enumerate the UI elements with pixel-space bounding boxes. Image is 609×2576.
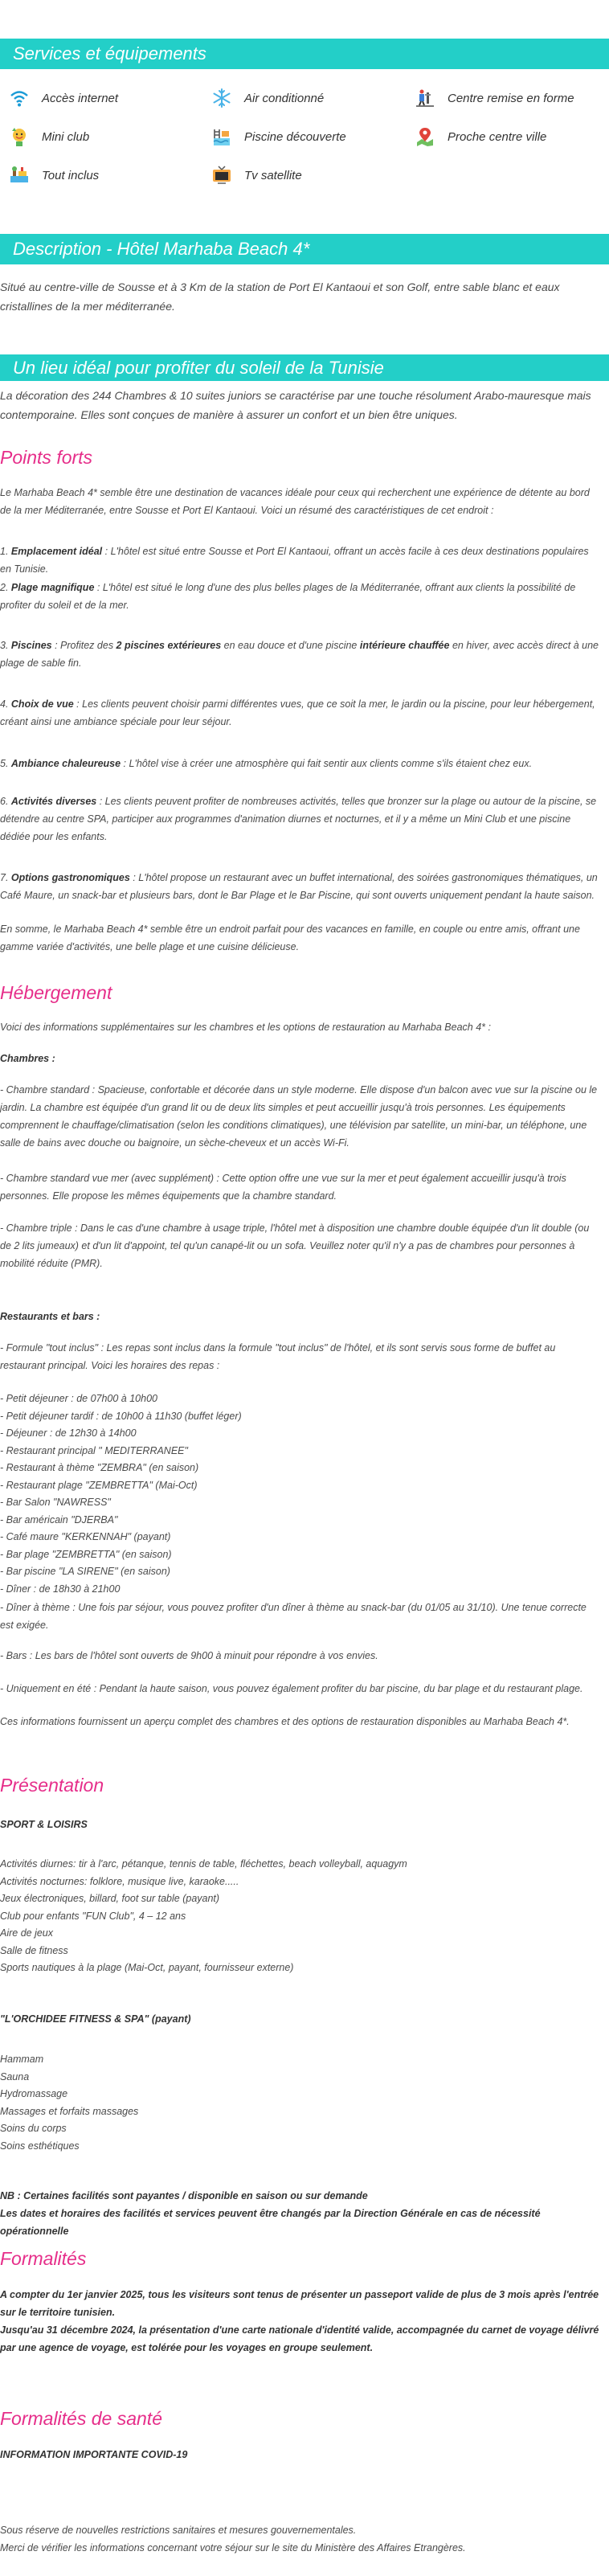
amenity-internet: [8, 87, 118, 109]
ete-info: - Uniquement en été : Pendant la haute saison, vous pouvez également profiter du bar piscine, du bar plage et du restaurant plage.: [0, 1683, 583, 1694]
list-item: Activités nocturnes: folklore, musique live, karaoke.....: [0, 1875, 239, 1887]
pool-icon: [210, 125, 233, 148]
list-item: Sauna: [0, 2070, 30, 2083]
chambre-standard: - Chambre standard : Spacieuse, confortable et décorée dans un style moderne. Elle dispose d'un balcon avec vue sur la piscine ou le jardin. La chambre est équipée d'un grand lit ou de deux lits simples et peut accueillir jusqu'à trois personnes. Les équipements comprennent le chauffage/climatisation (selon les conditions climatiques), une télévision par satellite, un mini-bar, un téléphone, une salle de bains avec douche ou baignoire, un sèche-cheveux et un accès Wi-Fi.: [0, 1084, 598, 1149]
hebergement-intro: Voici des informations supplémentaires sur les chambres et les options de restauration au Marhaba Beach 4* :: [0, 1022, 491, 1033]
list-item: - Petit déjeuner tardif : de 10h00 à 11h30 (buffet léger): [0, 1410, 242, 1422]
list-item: Club pour enfants "FUN Club", 4 – 12 ans: [0, 1910, 186, 1922]
points-forts-conclusion: En somme, le Marhaba Beach 4* semble être un endroit parfait pour des vacances en famille, en couple ou entre amis, offrant une gamme variée d'activités, une belle plage et une cuisine délicieuse.: [0, 924, 580, 952]
list-item: Hydromassage: [0, 2088, 68, 2099]
point-item-1: 1. Emplacement idéal : L'hôtel est situé entre Sousse et Port El Kantaoui, offrant un accès facile à ces deux destinations populaires en Tunisie.: [0, 546, 589, 575]
tv-icon: [210, 164, 233, 186]
list-item: Hammam: [0, 2054, 44, 2065]
amenity-tout-inclus: [8, 164, 99, 186]
list-item: Aire de jeux: [0, 1927, 54, 1939]
spa-list: [0, 2051, 603, 2155]
hebergement-conclusion: Ces informations fournissent un aperçu complet des chambres et des options de restauration disponibles au Marhaba Beach 4*.: [0, 1716, 570, 1727]
list-item: Sports nautiques à la plage (Mai-Oct, payant, fournisseur externe): [0, 1962, 294, 1973]
list-item: Jeux électroniques, billard, foot sur table (payant): [0, 1893, 220, 1904]
amenity-label: Mini club: [42, 129, 90, 144]
chambre-triple: - Chambre triple : Dans le cas d'une chambre à usage triple, l'hôtel met à disposition une chambre double équipée d'un lit double (ou de 2 lits jumeaux) et d'un lit d'appoint, tel qu'un canapé-lit ou un sofa. Veuillez noter qu'il n'y a pas de chambres pour personnes à mobilité réduite (PMR).: [0, 1222, 590, 1269]
list-item: - Bar Salon "NAWRESS": [0, 1497, 111, 1508]
formule-tout-inclus: - Formule "tout inclus" : Les repas sont inclus dans la formule "tout inclus" de l'hôtel, et ils sont servis sous forme de buffet au restaurant principal. Voici les horaires des repas :: [0, 1342, 556, 1371]
point-item-3: 3. Piscines : Profitez des 2 piscines extérieures en eau douce et d'une piscine intérieure chauffée en hiver, avec accès direct à une plage de sable fin.: [0, 640, 599, 669]
amenity-tv: [210, 164, 302, 186]
lieu-header: [0, 354, 609, 381]
list-item: - Restaurant à thème "ZEMBRA" (en saison): [0, 1462, 199, 1473]
amenity-centre-ville: [414, 125, 546, 148]
amenity-ac: [210, 87, 324, 109]
sante-text: Sous réserve de nouvelles restrictions sanitaires et mesures gouvernementales. Merci de vérifier les informations concernant votre séjour sur le site du Ministère des Affaires Etrangères.: [0, 2525, 466, 2553]
point-item-6: 6. Activités diverses : Les clients peuvent profiter de nombreuses activités, telles que bronzer sur la plage ou autour de la piscine, se détendre au centre SPA, participer aux programmes d'animation diurnes et nocturnes, et il y a même un Mini Club et une piscine dédiée pour les enfants.: [0, 796, 597, 842]
fitness-icon: [414, 87, 436, 109]
services-title: Services et équipements: [13, 43, 206, 63]
list-item: - Bar plage "ZEMBRETTA" (en saison): [0, 1548, 172, 1560]
list-item: - Bar américain "DJERBA": [0, 1513, 118, 1526]
restaurants-label: Restaurants et bars :: [0, 1311, 100, 1322]
amenity-label: Tout inclus: [42, 168, 100, 182]
lieu-text: La décoration des 244 Chambres & 10 suites juniors se caractérise par une touche résolument Arabo-mauresque mais contemporaine. Elles sont conçues de manière à assurer un confort et un bien être uniques.: [0, 389, 591, 421]
list-item: Soins esthétiques: [0, 2140, 80, 2152]
points-forts-intro: Le Marhaba Beach 4* semble être une destination de vacances idéale pour ceux qui recherchent une expérience de détente au bord de la mer Méditerranée, entre Sousse et Port El Kantaoui. Voici un résumé des caractéristiques de cet endroit :: [0, 487, 590, 516]
list-item: Massages et forfaits massages: [0, 2105, 139, 2117]
list-item: - Petit déjeuner : de 07h00 à 10h00: [0, 1393, 157, 1404]
list-item: Activités diurnes: tir à l'arc, pétanque, tennis de table, fléchettes, beach volleyball, aquagym: [0, 1858, 407, 1870]
list-item: - Bar piscine "LA SIRENE" (en saison): [0, 1566, 170, 1577]
point-item-7: 7. Options gastronomiques : L'hôtel propose un restaurant avec un buffet international, des soirées gastronomiques thématiques, un Café Maure, un snack-bar et plusieurs bars, dont le Bar Plage et le Bar Piscine, qui sont ouverts uniquement pendant la haute saison.: [0, 872, 598, 901]
spa-label: "L'ORCHIDEE FITNESS & SPA" (payant): [0, 2013, 191, 2025]
list-item: - Déjeuner : de 12h30 à 14h00: [0, 1427, 137, 1439]
list-item: - Café maure "KERKENNAH" (payant): [0, 1531, 171, 1542]
amenity-label: Proche centre ville: [448, 129, 547, 144]
points-forts-title: Points forts: [0, 447, 93, 468]
list-item: - Restaurant plage "ZEMBRETTA" (Mai-Oct): [0, 1479, 198, 1491]
chambres-label: Chambres :: [0, 1053, 55, 1064]
lieu-title: Un lieu idéal pour profiter du soleil de la Tunisie: [13, 357, 384, 378]
description-text: Situé au centre-ville de Sousse et à 3 Km de la station de Port El Kantaoui et son Golf, entre sable blanc et eaux cristallines de la mer méditerranée.: [0, 281, 560, 313]
amenity-label: Tv satellite: [244, 168, 302, 182]
presentation-nb: NB : Certaines facilités sont payantes / disponible en saison ou sur demande Les dates et horaires des facilités et services peuvent être changés par la Direction Générale en cas de nécessité opérationnelle: [0, 2190, 541, 2237]
diner-theme: - Dîner à thème : Une fois par séjour, vous pouvez profiter d'un dîner à thème au snack-bar (du 01/05 au 31/10). Une tenue correcte est exigée.: [0, 1602, 587, 1631]
snowflake-icon: [210, 87, 233, 109]
covid-label: INFORMATION IMPORTANTE COVID-19: [0, 2449, 188, 2460]
wifi-icon: [8, 87, 31, 109]
kids-icon: [8, 125, 31, 148]
formalites-text: A compter du 1er janvier 2025, tous les visiteurs sont tenus de présenter un passeport valide de plus de 3 mois après l'entrée sur le territoire tunisien. Jusqu'au 31 décembre 2024, la présentation d'une carte nationale d'identité valide, accompagnée du carnet de voyage délivré par une agence de voyage, est tolérée pour les voyages en groupe seulement.: [0, 2289, 599, 2353]
amenity-label: Accès internet: [42, 91, 119, 105]
amenity-label: Piscine découverte: [244, 129, 346, 144]
presentation-title: Présentation: [0, 1775, 104, 1796]
point-item-4: 4. Choix de vue : Les clients peuvent choisir parmi différentes vues, que ce soit la mer, le jardin ou la piscine, pour leur hébergement, créant ainsi une ambiance spéciale pour leur séjour.: [0, 698, 595, 727]
horaires-list: [0, 1390, 603, 1598]
sport-label: SPORT & LOISIRS: [0, 1819, 88, 1830]
list-item: Salle de fitness: [0, 1944, 68, 1956]
all-inclusive-icon: [8, 164, 31, 186]
sante-title: Formalités de santé: [0, 2408, 162, 2429]
list-item: - Restaurant principal " MEDITERRANEE": [0, 1444, 188, 1456]
list-item: Soins du corps: [0, 2123, 67, 2134]
hebergement-title: Hébergement: [0, 982, 112, 1003]
amenity-miniclub: [8, 125, 89, 148]
chambre-vue-mer: - Chambre standard vue mer (avec supplément) : Cette option offre une vue sur la mer et peut également accueillir jusqu'à trois personnes. Elle propose les mêmes équipements que la chambre standard.: [0, 1173, 566, 1202]
services-header: [0, 39, 609, 69]
point-item-2: 2. Plage magnifique : L'hôtel est situé le long d'une des plus belles plages de la Méditerranée, offrant aux clients la possibilité de profiter du soleil et de la mer.: [0, 582, 576, 611]
description-title: Description - Hôtel Marhaba Beach 4*: [13, 239, 310, 259]
sport-list: [0, 1856, 603, 1977]
bars-info: - Bars : Les bars de l'hôtel sont ouverts de 9h00 à minuit pour répondre à vos envies.: [0, 1650, 378, 1661]
description-header: [0, 234, 609, 264]
list-item: - Dîner : de 18h30 à 21h00: [0, 1583, 121, 1595]
point-item-5: 5. Ambiance chaleureuse : L'hôtel vise à créer une atmosphère qui fait sentir aux clients comme s'ils étaient chez eux.: [0, 758, 533, 769]
amenity-pool: [210, 125, 346, 148]
amenity-fitness: [414, 87, 574, 109]
amenity-label: Centre remise en forme: [448, 91, 574, 105]
amenity-label: Air conditionné: [244, 91, 325, 105]
map-pin-icon: [414, 125, 436, 148]
formalites-title: Formalités: [0, 2248, 87, 2269]
